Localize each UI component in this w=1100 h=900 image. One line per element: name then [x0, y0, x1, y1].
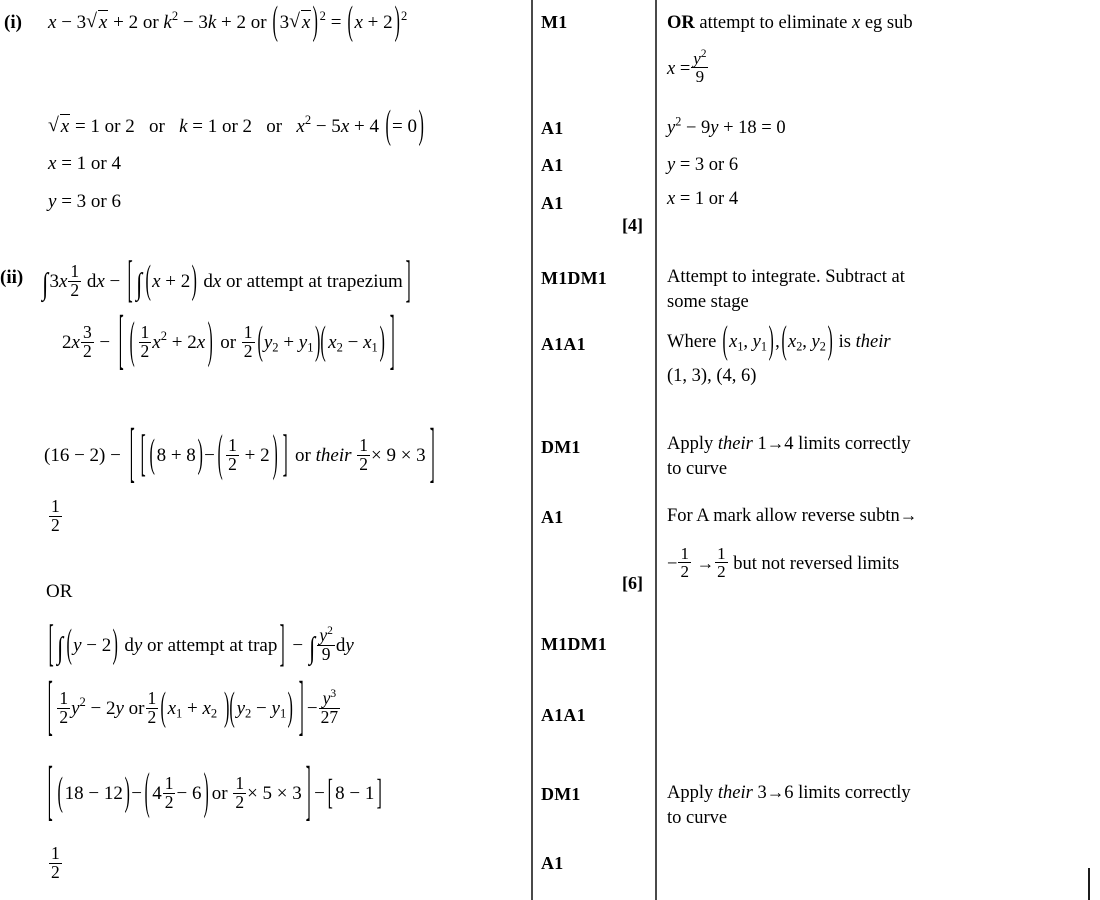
comment-i-4: y = 3 or 6	[667, 155, 739, 175]
comment-ii-4-line2: − $\frac{1}{2}$ → $\frac{1}{2}$ but not reversed limits	[667, 544, 900, 582]
work-line-ii-8: $\frac{1}{2}$	[51, 843, 60, 882]
working-column	[0, 0, 531, 900]
work-line-ii-1: ∫3x $\frac{1}{2}$ dx − [ ∫ (x + 2) dx or attempt at trapezium ]	[42, 252, 411, 309]
comment-i-5: x = 1 or 4	[667, 189, 739, 209]
mark-code-i-2: A1	[541, 118, 564, 138]
work-line-i-2: √ x = 1 or 2 or k = 1 or 2 or $x^2 - 5x + 4$ (= 0)	[48, 114, 425, 139]
comment-ii-5-line1: Apply their 3→6 limits correctly	[667, 782, 911, 803]
mark-total-i: [4]	[622, 215, 643, 235]
mark-code-ii-5: M1DM1	[541, 634, 607, 654]
mark-code-ii-3: DM1	[541, 437, 581, 457]
comment-i-2: x = $\frac{y^2}{9}$	[667, 48, 707, 87]
comment-ii-4-line1: For A mark allow reverse subtn→	[667, 505, 918, 526]
comment-i-3: $y^2 - 9y + 18 = 0$	[667, 114, 786, 138]
work-line-ii-4: $\frac{1}{2}$	[51, 496, 60, 535]
comment-i-1: OR attempt to eliminate x eg sub	[667, 13, 913, 33]
mark-code-i-4: A1	[541, 193, 564, 213]
work-line-i-4: y = 3 or 6	[48, 191, 121, 212]
work-line-ii-3: (16 − 2) − [ [ (8 + 8)− ( $\frac{1}{2}$ + 2 ) ] or their $\frac{1}{2}$ × 9 × 3 ]	[44, 417, 435, 492]
mark-code-i-3: A1	[541, 155, 564, 175]
mark-column	[533, 0, 655, 900]
part-label-ii: (ii)	[0, 267, 24, 288]
mark-code-i-1: M1	[541, 12, 568, 32]
or-label-ii: OR	[46, 581, 73, 602]
mark-code-ii-8: A1	[541, 853, 564, 873]
part-label-i: (i)	[4, 12, 22, 33]
mark-code-ii-7: DM1	[541, 784, 581, 804]
work-line-ii-2: 2x $\frac{3}{2}$ − [ ( $\frac{1}{2}$ $x^2 + 2x$ ) or $\frac{1}{2}$ ($y_2 + y_1$ )( $x_2 - x_1$) ]	[62, 304, 395, 379]
comment-ii-5-line2: to curve	[667, 808, 728, 828]
mark-code-ii-1: M1DM1	[541, 268, 607, 288]
work-line-i-1: x − 3 √ x + 2 or $k^2 - 3k + 2$ or (3 √ x )$^2 = (x + 2)^2$	[48, 10, 407, 35]
work-line-ii-7: [ (18 − 12)− ( 4 $\frac{1}{2}$ − 6 ) or $\frac{1}{2}$ × 5 × 3 ] − [ 8 − 1 ]	[47, 755, 383, 830]
comment-ii-1-line1: Attempt to integrate. Subtract at	[667, 267, 905, 287]
comment-ii-3-line1: Apply their 1→4 limits correctly	[667, 433, 911, 454]
mark-code-ii-2: A1A1	[541, 334, 586, 354]
comment-ii-2-line1: Where ($x_1$, $y_1),(x_2$, $y_2$) is their	[667, 320, 891, 363]
mark-code-ii-6: A1A1	[541, 705, 586, 725]
mark-total-ii: [6]	[622, 573, 643, 593]
work-line-ii-5: [ ∫ (y − 2) dy or attempt at trap ] − ∫ $\frac{y^2}{9}$ dy	[48, 616, 354, 673]
comments-column	[657, 0, 1100, 900]
mark-code-ii-4: A1	[541, 507, 564, 527]
comment-ii-1-line2: some stage	[667, 292, 749, 312]
comment-ii-3-line2: to curve	[667, 459, 728, 479]
work-line-ii-6: [ $\frac{1}{2}$ $y^2 - 2y$ or $\frac{1}{2}$ ($x_1 + x_2$ )( $y_2 - y_1$) ] − $\frac{y^3}{27}$	[47, 670, 339, 745]
comment-ii-2-line2: (1, 3), (4, 6)	[667, 366, 757, 386]
work-line-i-3: x = 1 or 4	[48, 153, 121, 174]
